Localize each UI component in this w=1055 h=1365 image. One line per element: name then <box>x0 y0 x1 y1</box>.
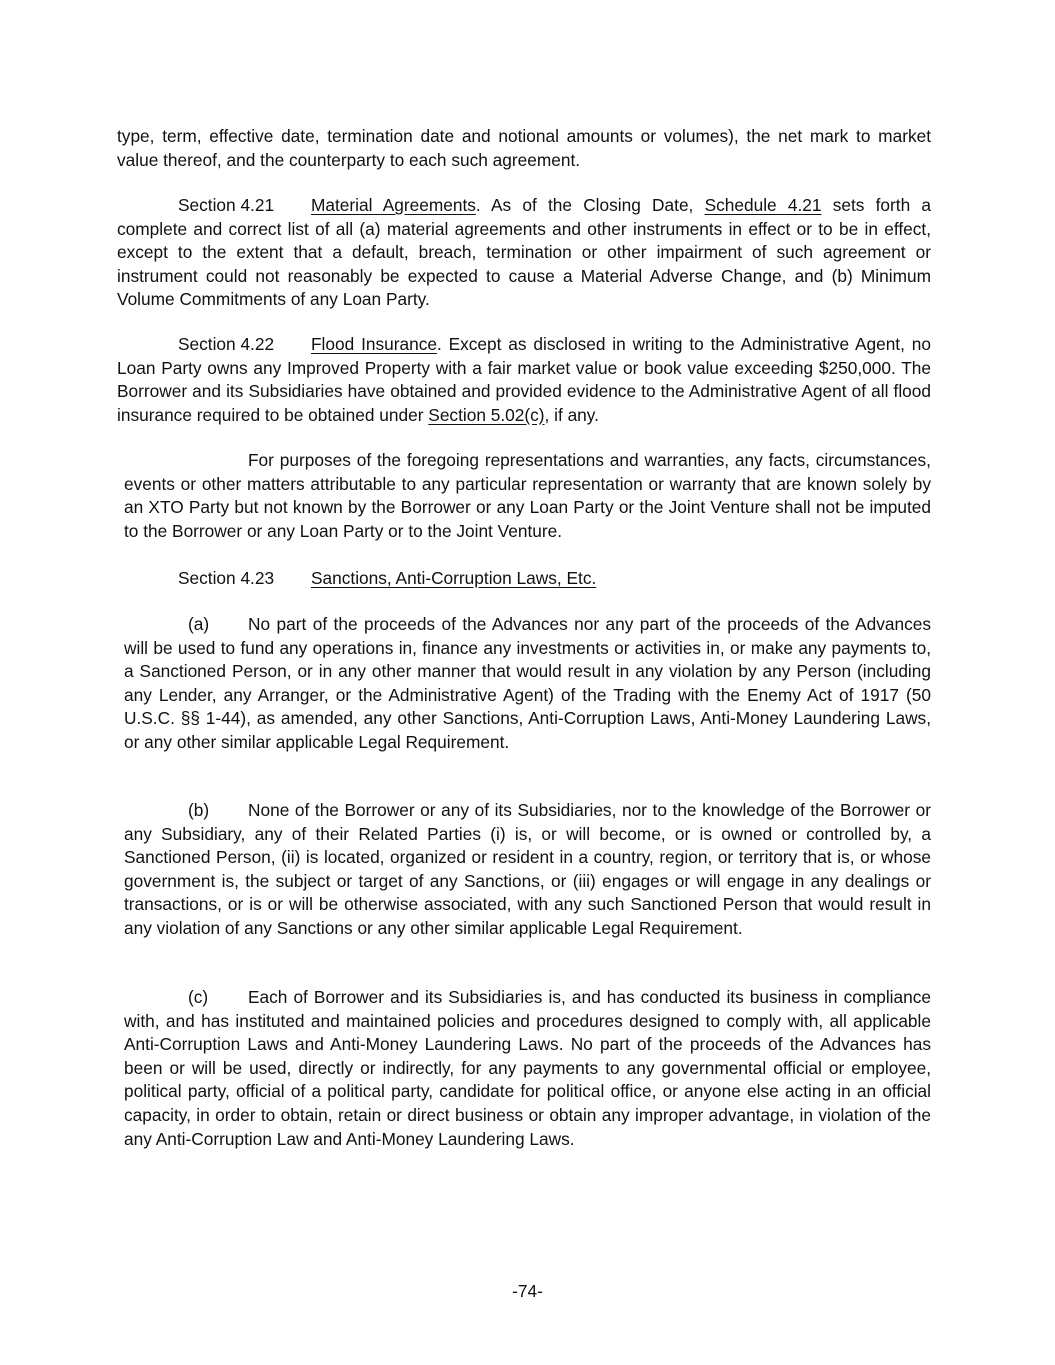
schedule-4-21-reference: Schedule 4.21 <box>704 195 822 215</box>
purposes-text: For purposes of the foregoing representations and warranties, any facts, circumstances, events or other matters attributable to any particular representation or warranty that are known solely by an XTO Party but not known by the Borrower or any Loan Party or the Joint Venture shall not be imputed to the Borrower or any Loan Party or to the Joint Venture. <box>124 450 931 541</box>
section-4-22-title: Flood Insurance <box>311 334 437 354</box>
section-4-23-heading <box>117 567 931 591</box>
section-4-21-text-a: . As of the Closing Date, <box>475 195 705 215</box>
section-4-22 <box>117 333 931 427</box>
section-4-22-number: Section 4.22 <box>178 334 275 354</box>
section-5-02c-reference: Section 5.02(c) <box>428 404 545 425</box>
section-4-23-item-c <box>124 986 931 1151</box>
section-4-23-number: Section 4.23 <box>178 568 275 588</box>
page-number: -74- <box>512 1281 543 1301</box>
item-label: (b) <box>188 800 210 820</box>
intro-text: type, term, effective date, termination date and notional amounts or volumes), the net mark to market value thereof, and the counterparty to each such agreement. <box>117 126 931 170</box>
section-4-23-item-a <box>124 613 931 755</box>
section-4-23-item-b <box>124 799 931 941</box>
item-text: Each of Borrower and its Subsidiaries is, and has conducted its business in compliance with, and has instituted and maintained policies and procedures designed to comply with, all applicable Anti-Corruption Laws and Anti-Money Laundering Laws. No part of the proceeds of the Advances has been or will be used, directly or indirectly, for any payments to any governmental official or employee, political party, official of a political party, candidate for political office, or anyone else acting in an official capacity, in order to obtain, retain or direct business or obtain any improper advantage, in violation of the any Anti-Corruption Law and Anti-Money Laundering Laws. <box>124 987 931 1149</box>
section-4-21-text-b: sets forth a complete and correct list of all (a) material agreements and other instruments in effect or to be in effect, except to the extent that a default, breach, termination or other impairment of such agreement or instrument could not reasonably be expected to cause a Material Adverse Change, and (b) Minimum Volume Commitments of any Loan Party. <box>117 195 932 310</box>
section-4-21-title: Material Agreements <box>311 195 476 215</box>
section-4-23-title: Sanctions, Anti-Corruption Laws, Etc. <box>311 568 597 588</box>
item-text: None of the Borrower or any of its Subsidiaries, nor to the knowledge of the Borrower or any Subsidiary, any of their Related Parties (i) is, or will become, or is owned or controlled by, a Sanctioned Person, (ii) is located, organized or resident in a country, region, or territory that is, or whose government is, the subject or target of any Sanctions, or (iii) engages or will engage in any dealings or transactions, or is or will be otherwise associated, with any such Sanctioned Person that would result in any violation of any Sanctions or any other similar applicable Legal Requirement. <box>124 800 931 938</box>
item-label: (a) <box>188 614 210 634</box>
item-text: No part of the proceeds of the Advances nor any part of the proceeds of the Advances will be used to fund any operations in, finance any investments or activities in, or make any payments to, a Sanctioned Person, or in any other manner that would result in any violation by any Person (including any Lender, any Arranger, or the Administrative Agent) of the Trading with the Enemy Act of 1917 (50 U.S.C. §§ 1-44), as amended, any other Sanctions, Anti-Corruption Laws, Anti-Money Laundering Laws, or any other similar applicable Legal Requirement. <box>124 614 931 752</box>
purposes-paragraph <box>124 449 931 543</box>
item-label: (c) <box>188 987 209 1007</box>
section-4-22-text-b: , if any. <box>544 404 599 425</box>
intro-paragraph <box>117 125 931 172</box>
section-4-21-number: Section 4.21 <box>178 195 275 215</box>
section-4-21 <box>117 194 931 312</box>
section-4-22-text-a: . Except as disclosed in writing to the Administrative Agent, no Loan Party owns any Improved Property with a fair market value or book value exceeding $250,000. The Borrower and its Subsidiaries have obtained and provided evidence to the Administrative Agent of all flood insurance required to be obtained under <box>117 334 931 425</box>
